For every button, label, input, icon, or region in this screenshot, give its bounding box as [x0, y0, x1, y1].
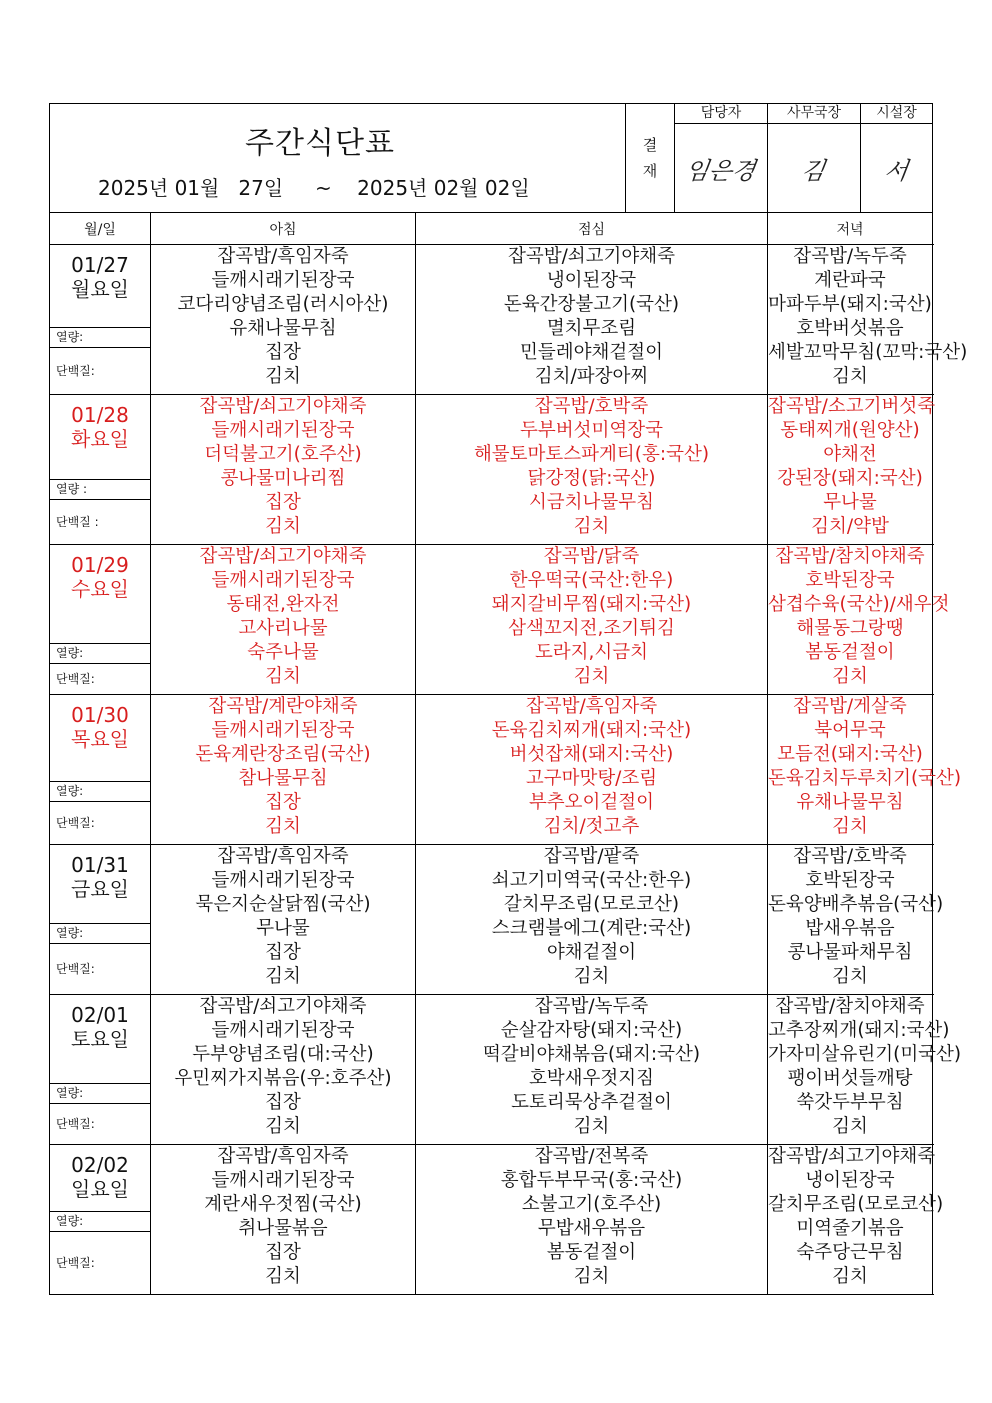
menu-item: 호박된장국	[805, 570, 895, 591]
dinner-menu	[768, 995, 962, 1145]
menu-item: 들깨시래기된장국	[211, 1170, 355, 1191]
day-row	[50, 995, 933, 1145]
dinner-menu	[768, 545, 950, 695]
menu-item: 호박된장국	[805, 870, 895, 891]
date: 01/28	[71, 403, 129, 427]
menu-item: 도라지,시금치	[534, 642, 649, 663]
menu-item: 고구마맛탕/조림	[525, 768, 658, 789]
menu-item: 들깨시래기된장국	[211, 570, 355, 591]
day-row	[50, 245, 933, 395]
col-breakfast: 아침	[151, 213, 416, 245]
day-cell	[50, 395, 151, 545]
menu-item: 김치	[832, 666, 868, 687]
day-cell	[50, 695, 151, 845]
menu-item: 고추장찌개(돼지:국산)	[768, 1020, 950, 1041]
day-label	[50, 403, 150, 451]
signature-3: 서	[861, 124, 933, 213]
day-row	[50, 545, 933, 695]
menu-item: 김치	[832, 1266, 868, 1287]
signature-1: 임은경	[675, 124, 768, 213]
menu-item: 세발꼬막무침(꼬막:국산)	[768, 342, 968, 363]
menu-item: 잡곡밥/쇠고기야채죽	[199, 396, 367, 417]
menu-item: 김치	[265, 1266, 301, 1287]
menu-item: 미역줄기볶음	[796, 1218, 904, 1239]
page-title: 주간식단표	[245, 126, 395, 161]
menu-item: 김치	[573, 666, 610, 687]
weekday: 수요일	[71, 577, 129, 601]
signer-role-1: 담당자	[675, 104, 768, 124]
menu-item: 닭강정(닭:국산)	[527, 468, 656, 489]
day-row	[50, 695, 933, 845]
weekday: 월요일	[71, 277, 129, 301]
dinner-menu	[768, 845, 944, 995]
menu-item: 강된장(돼지:국산)	[777, 468, 923, 489]
menu-item: 김치	[832, 816, 868, 837]
menu-item: 북어무국	[814, 720, 886, 741]
menu-item: 고사리나물	[238, 618, 328, 639]
day-row	[50, 395, 933, 545]
menu-item: 김치	[265, 366, 301, 387]
menu-item: 유채나물무침	[796, 792, 904, 813]
calorie-label: 열량:	[50, 1083, 150, 1101]
menu-item: 동태찌개(원양산)	[780, 420, 920, 441]
menu-item: 봄동겉절이	[805, 642, 895, 663]
menu-item: 김치	[573, 1116, 610, 1137]
signature-2: 김	[768, 124, 861, 213]
day-cell	[50, 545, 151, 695]
calorie-label: 열량 :	[50, 479, 150, 497]
date-range: 2025년 01월 27일 ~ 2025년 02월 02일	[98, 176, 530, 200]
menu-item: 잡곡밥/호박죽	[534, 396, 649, 417]
menu-item: 스크램블에그(계란:국산)	[491, 918, 692, 939]
menu-item: 무나물	[823, 492, 877, 513]
lunch-menu	[416, 395, 768, 545]
menu-item: 마파두부(돼지:국산)	[768, 294, 932, 315]
day-label	[50, 853, 150, 901]
protein-label: 단백질:	[50, 1231, 150, 1295]
menu-item: 숙주나물	[247, 642, 319, 663]
approval-label: 결 재	[626, 104, 675, 213]
menu-item: 갈치무조림(모로코산)	[768, 1194, 944, 1215]
menu-item: 해물동그랑땡	[796, 618, 904, 639]
col-lunch: 점심	[416, 213, 768, 245]
weekday: 일요일	[71, 1177, 129, 1201]
menu-item: 집장	[265, 792, 301, 813]
menu-item: 김치/약밥	[811, 516, 889, 537]
breakfast-menu	[151, 395, 416, 545]
lunch-menu	[416, 995, 768, 1145]
menu-item: 잡곡밥/참치야채죽	[775, 546, 925, 567]
day-label	[50, 253, 150, 301]
protein-label: 단백질:	[50, 943, 150, 995]
menu-item: 무밥새우볶음	[537, 1218, 646, 1239]
lunch-menu	[416, 695, 768, 845]
lunch-menu	[416, 845, 768, 995]
day-label	[50, 1153, 150, 1201]
menu-item: 잡곡밥/쇠고기야채죽	[199, 546, 367, 567]
menu-item: 두부버섯미역장국	[520, 420, 663, 441]
dinner-menu	[768, 245, 968, 395]
menu-item: 김치	[265, 666, 301, 687]
menu-item: 집장	[265, 942, 301, 963]
protein-label: 단백질:	[50, 663, 150, 695]
protein-label: 단백질 :	[50, 499, 150, 545]
menu-item: 잡곡밥/팥죽	[543, 846, 640, 867]
menu-item: 김치	[832, 966, 868, 987]
header-title-cell	[50, 104, 626, 213]
calorie-label: 열량:	[50, 643, 150, 661]
menu-item: 잡곡밥/소고기버섯죽	[768, 396, 936, 417]
dinner-menu	[768, 395, 936, 545]
breakfast-menu	[151, 695, 416, 845]
menu-item: 야채겉절이	[546, 942, 637, 963]
menu-item: 냉이된장국	[805, 1170, 895, 1191]
menu-item: 잡곡밥/녹두죽	[793, 246, 907, 267]
weekday: 토요일	[71, 1027, 129, 1051]
date: 01/27	[71, 253, 129, 277]
menu-item: 소불고기(호주산)	[521, 1194, 662, 1215]
breakfast-menu	[151, 995, 416, 1145]
menu-item: 무나물	[256, 918, 310, 939]
date: 01/31	[71, 853, 129, 877]
menu-item: 모듬전(돼지:국산)	[777, 744, 923, 765]
menu-item: 쇠고기미역국(국산:한우)	[491, 870, 692, 891]
menu-item: 잡곡밥/흑임자죽	[217, 1146, 349, 1167]
day-label	[50, 703, 150, 751]
menu-item: 취나물볶음	[238, 1218, 328, 1239]
menu-item: 들깨시래기된장국	[211, 720, 355, 741]
day-cell	[50, 1145, 151, 1295]
menu-item: 돈육김치찌개(돼지:국산)	[491, 720, 692, 741]
menu-item: 집장	[265, 1092, 301, 1113]
menu-item: 더덕불고기(호주산)	[204, 444, 362, 465]
menu-item: 잡곡밥/녹두죽	[534, 996, 649, 1017]
menu-item: 계란새우젓찜(국산)	[204, 1194, 362, 1215]
menu-item: 집장	[265, 1242, 301, 1263]
date: 01/30	[71, 703, 129, 727]
menu-item: 집장	[265, 492, 301, 513]
menu-item: 부추오이겉절이	[528, 792, 655, 813]
menu-item: 삼겹수육(국산)/새우젓	[768, 594, 950, 615]
menu-item: 김치	[265, 1116, 301, 1137]
date: 02/01	[71, 1003, 129, 1027]
menu-item: 돈육간장불고기(국산)	[503, 294, 680, 315]
menu-item: 떡갈비야채볶음(돼지:국산)	[482, 1044, 701, 1065]
menu-item: 멸치무조림	[546, 318, 637, 339]
menu-item: 집장	[265, 342, 301, 363]
calorie-label: 열량:	[50, 781, 150, 799]
menu-item: 코다리양념조림(러시아산)	[177, 294, 389, 315]
day-label	[50, 553, 150, 601]
menu-item: 호박버섯볶음	[796, 318, 904, 339]
menu-item: 잡곡밥/참치야채죽	[775, 996, 925, 1017]
menu-item: 호박새우젓지짐	[528, 1068, 655, 1089]
menu-item: 유채나물무침	[229, 318, 337, 339]
menu-item: 돈육계란장조림(국산)	[195, 744, 371, 765]
menu-item: 김치	[573, 966, 610, 987]
menu-item: 들깨시래기된장국	[211, 1020, 355, 1041]
dinner-menu	[768, 695, 962, 845]
calorie-label: 열량:	[50, 327, 150, 345]
menu-item: 봄동겉절이	[546, 1242, 637, 1263]
menu-item: 팽이버섯들깨탕	[787, 1068, 913, 1089]
menu-item: 잡곡밥/호박죽	[793, 846, 907, 867]
menu-item: 김치/파장아찌	[534, 366, 649, 387]
menu-item: 잡곡밥/쇠고기야채죽	[768, 1146, 936, 1167]
protein-label: 단백질:	[50, 801, 150, 845]
menu-item: 잡곡밥/닭죽	[543, 546, 640, 567]
protein-label: 단백질:	[50, 347, 150, 395]
day-cell	[50, 845, 151, 995]
menu-item: 김치	[573, 516, 610, 537]
menu-item: 도토리묵상추겉절이	[511, 1092, 672, 1113]
signer-role-3: 시설장	[861, 104, 933, 124]
menu-item: 버섯잡채(돼지:국산)	[509, 744, 674, 765]
weekday: 금요일	[71, 877, 129, 901]
menu-item: 홍합두부무국(홍:국산)	[500, 1170, 683, 1191]
menu-item: 김치	[265, 516, 301, 537]
breakfast-menu	[151, 1145, 416, 1295]
lunch-menu	[416, 245, 768, 395]
breakfast-menu	[151, 545, 416, 695]
menu-item: 돼지갈비무찜(돼지:국산)	[491, 594, 692, 615]
menu-item: 쑥갓두부무침	[796, 1092, 904, 1113]
day-label	[50, 1003, 150, 1051]
menu-item: 해물토마토스파게티(홍:국산)	[473, 444, 710, 465]
menu-item: 김치	[573, 1266, 610, 1287]
date: 01/29	[71, 553, 129, 577]
menu-item: 우민찌가지볶음(우:호주산)	[174, 1068, 392, 1089]
menu-item: 두부양념조림(대:국산)	[192, 1044, 374, 1065]
date: 02/02	[71, 1153, 129, 1177]
menu-item: 콩나물미나리찜	[220, 468, 346, 489]
menu-item: 동태전,완자전	[226, 594, 340, 615]
weekday: 목요일	[71, 727, 129, 751]
menu-item: 잡곡밥/계란야채죽	[208, 696, 358, 717]
menu-item: 계란파국	[814, 270, 886, 291]
protein-label: 단백질:	[50, 1103, 150, 1145]
menu-item: 김치	[832, 1116, 868, 1137]
menu-item: 들깨시래기된장국	[211, 420, 355, 441]
col-dinner: 저녁	[768, 213, 933, 245]
menu-item: 돈육양배추볶음(국산)	[768, 894, 944, 915]
menu-item: 야채전	[823, 444, 877, 465]
menu-item: 잡곡밥/쇠고기야채죽	[507, 246, 676, 267]
lunch-menu	[416, 545, 768, 695]
menu-item: 밥새우볶음	[805, 918, 895, 939]
day-cell	[50, 245, 151, 395]
signer-role-2: 사무국장	[768, 104, 861, 124]
breakfast-menu	[151, 245, 416, 395]
menu-item: 잡곡밥/쇠고기야채죽	[199, 996, 367, 1017]
weekday: 화요일	[71, 427, 129, 451]
menu-item: 갈치무조림(모로코산)	[503, 894, 680, 915]
menu-item: 잡곡밥/게살죽	[793, 696, 907, 717]
menu-item: 순살감자탕(돼지:국산)	[500, 1020, 683, 1041]
menu-item: 잡곡밥/전복죽	[534, 1146, 649, 1167]
calorie-label: 열량:	[50, 923, 150, 941]
breakfast-menu	[151, 845, 416, 995]
menu-item: 들깨시래기된장국	[211, 870, 355, 891]
menu-item: 가자미살유린기(미국산)	[768, 1044, 962, 1065]
menu-item: 김치	[265, 816, 301, 837]
menu-item: 냉이된장국	[546, 270, 637, 291]
menu-item: 민들레야채겉절이	[520, 342, 663, 363]
menu-item: 김치/젓고추	[543, 816, 640, 837]
menu-item: 김치	[832, 366, 868, 387]
day-cell	[50, 995, 151, 1145]
menu-item: 잡곡밥/흑임자죽	[217, 246, 349, 267]
menu-item: 묵은지순살닭찜(국산)	[195, 894, 371, 915]
col-day: 월/일	[50, 213, 151, 245]
lunch-menu	[416, 1145, 768, 1295]
menu-item: 참나물무침	[238, 768, 328, 789]
dinner-menu	[768, 1145, 944, 1295]
menu-item: 들깨시래기된장국	[211, 270, 355, 291]
menu-table	[49, 103, 968, 1295]
menu-item: 김치	[265, 966, 301, 987]
menu-item: 콩나물파채무침	[787, 942, 913, 963]
menu-item: 돈육김치두루치기(국산)	[768, 768, 962, 789]
menu-item: 숙주당근무침	[796, 1242, 904, 1263]
menu-item: 삼색꼬지전,조기튀김	[508, 618, 675, 639]
day-row	[50, 1145, 933, 1295]
menu-item: 시금치나물무침	[528, 492, 655, 513]
day-row	[50, 845, 933, 995]
calorie-label: 열량:	[50, 1211, 150, 1229]
menu-item: 한우떡국(국산:한우)	[509, 570, 674, 591]
menu-item: 잡곡밥/흑임자죽	[525, 696, 658, 717]
menu-item: 잡곡밥/흑임자죽	[217, 846, 349, 867]
weekly-menu-sheet	[49, 103, 968, 1295]
